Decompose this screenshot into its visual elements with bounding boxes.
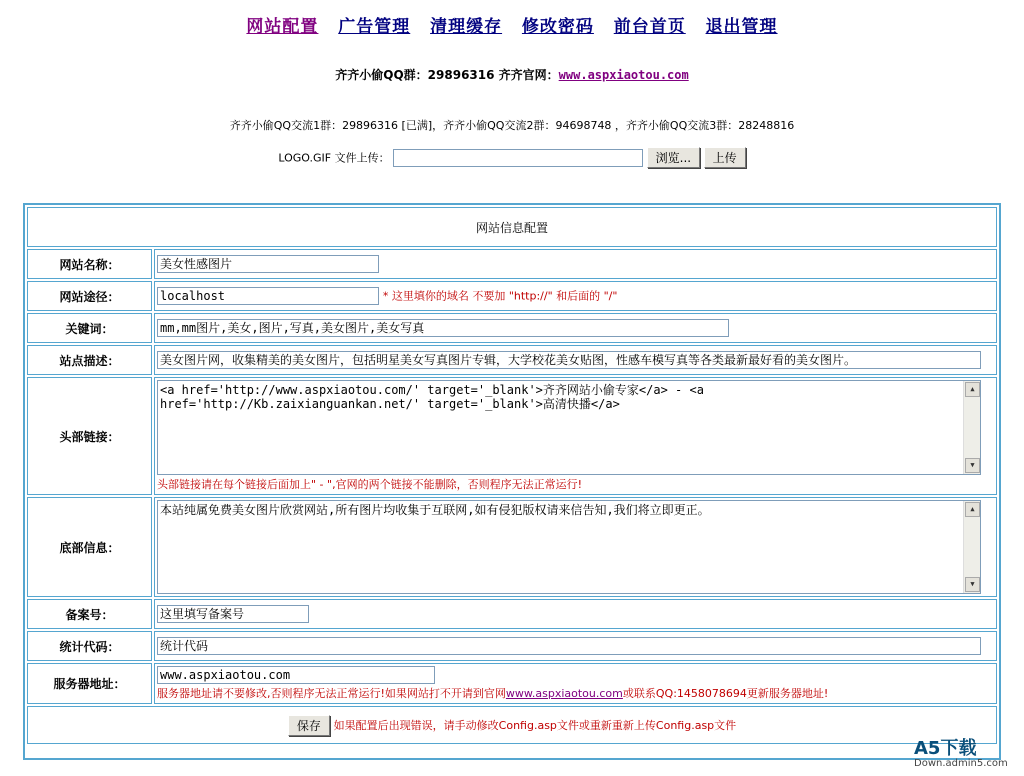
site-name-input[interactable]: 美女性感图片 bbox=[157, 255, 379, 273]
desc-input[interactable]: 美女图片网，收集精美的美女图片，包括明星美女写真图片专辑，大学校花美女贴图，性感车模写真等各类最新最好看的美女图片。 bbox=[157, 351, 981, 369]
logo-upload-row bbox=[0, 147, 1024, 168]
header-links-textarea[interactable] bbox=[157, 380, 981, 475]
scroll-up-icon[interactable]: ▲ bbox=[965, 382, 980, 397]
server-hint-pre: 服务器地址请不要修改,否则程序无法正常运行!如果网站打不开请到官网 bbox=[157, 687, 506, 700]
keywords-label: 关键词： bbox=[27, 313, 152, 343]
icp-input[interactable]: 这里填写备案号 bbox=[157, 605, 309, 623]
server-input[interactable]: www.aspxiaotou.com bbox=[157, 666, 435, 684]
nav-change-password[interactable]: 修改密码 bbox=[521, 17, 594, 37]
desc-label: 站点描述： bbox=[27, 345, 152, 375]
nav-ad-manage[interactable]: 广告管理 bbox=[338, 17, 411, 37]
site-name-label: 网站名称： bbox=[27, 249, 152, 279]
server-label: 服务器地址： bbox=[27, 663, 152, 704]
site-path-label: 网站途径： bbox=[27, 281, 152, 311]
nav-site-config[interactable]: 网站配置 bbox=[246, 17, 319, 37]
footer-textarea[interactable] bbox=[157, 500, 981, 594]
header-links-text: <a href='http://www.aspxiaotou.com/' target='_blank'>齐齐网站小偷专家</a> - <a href='http://Kb.zaixianguankan.net/' target='_blank'>高清快播</a> bbox=[160, 383, 704, 411]
stats-input[interactable]: 统计代码 bbox=[157, 637, 981, 655]
server-hint bbox=[157, 685, 994, 701]
save-row bbox=[27, 706, 997, 744]
top-nav bbox=[0, 0, 1024, 38]
nav-clear-cache[interactable]: 清理缓存 bbox=[430, 17, 503, 37]
save-hint: 如果配置后出现错误，请手动修改Config.asp文件或重新重新上传Config.asp文件 bbox=[333, 718, 737, 732]
header-links-scrollbar[interactable] bbox=[963, 381, 980, 474]
scroll-up-icon[interactable]: ▲ bbox=[965, 502, 980, 517]
site-path-hint: * 这里填你的域名 不要加 "http://" 和后面的 "/" bbox=[382, 289, 618, 303]
watermark bbox=[914, 740, 1008, 770]
qq-info-line bbox=[0, 66, 1024, 83]
footer-text: 本站纯属免费美女图片欣赏网站,所有图片均收集于互联网,如有侵犯版权请来信告知,我们将立即更正。 bbox=[160, 503, 710, 517]
watermark-domain: Down.admin5.com bbox=[914, 758, 1008, 769]
footer-label: 底部信息： bbox=[27, 497, 152, 597]
header-links-hint: 头部链接请在每个链接后面加上" - ",官网的两个链接不能删除，否则程序无法正常运行! bbox=[157, 478, 582, 491]
server-hint-link[interactable]: www.aspxiaotou.com bbox=[505, 687, 623, 700]
stats-label: 统计代码： bbox=[27, 631, 152, 661]
form-title: 网站信息配置 bbox=[27, 207, 997, 247]
browse-button[interactable]: 浏览... bbox=[647, 147, 700, 168]
keywords-input[interactable]: mm,mm图片,美女,图片,写真,美女图片,美女写真 bbox=[157, 319, 729, 337]
save-button[interactable]: 保存 bbox=[288, 715, 330, 736]
scroll-down-icon[interactable]: ▼ bbox=[965, 577, 980, 592]
upload-button[interactable]: 上传 bbox=[704, 147, 746, 168]
icp-label: 备案号： bbox=[27, 599, 152, 629]
watermark-brand: A5下载 bbox=[914, 738, 977, 759]
server-hint-post: 或联系QQ:1458078694更新服务器地址! bbox=[622, 687, 829, 700]
qq-groups-text: 齐齐小偷QQ交流1群：29896316 [已满]，齐齐小偷QQ交流2群：94698748 ，齐齐小偷QQ交流3群：28248816 bbox=[229, 119, 795, 132]
nav-logout[interactable]: 退出管理 bbox=[705, 17, 778, 37]
scroll-down-icon[interactable]: ▼ bbox=[965, 458, 980, 473]
footer-scrollbar[interactable] bbox=[963, 501, 980, 593]
logo-upload-label: LOGO.GIF 文件上传： bbox=[278, 151, 390, 165]
logo-file-input[interactable] bbox=[393, 149, 643, 167]
site-path-input[interactable]: localhost bbox=[157, 287, 379, 305]
site-config-form bbox=[23, 203, 1001, 760]
nav-front-home[interactable]: 前台首页 bbox=[613, 17, 686, 37]
official-site-link[interactable]: www.aspxiaotou.com bbox=[558, 68, 689, 82]
header-links-label: 头部链接： bbox=[27, 377, 152, 495]
qq-group-text: 齐齐小偷QQ群：29896316 齐齐官网： bbox=[335, 68, 559, 82]
